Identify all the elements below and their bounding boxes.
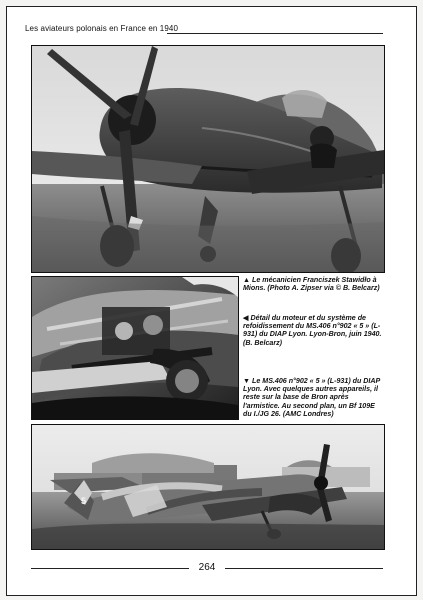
fuselage-number: 5 [81, 496, 87, 506]
photo-camouflaged-aircraft [31, 424, 385, 550]
header-rule [167, 33, 383, 34]
footer-rule-left [31, 568, 189, 569]
caption-text: Détail du moteur et du système de refoidissement du MS.406 n°902 « 5 » (L-931) du DIAP Lyon. Lyon-Bron, juin 1940. (B. Belcarz) [243, 314, 382, 347]
down-arrow-icon: ▼ [243, 377, 251, 385]
photo-mechanic-and-aircraft [31, 45, 385, 273]
up-arrow-icon: ▲ [243, 276, 251, 284]
caption-text: Le mécanicien Franciszek Stawidło à Mions. (Photo A. Zipser via © B. Belcarz) [243, 276, 380, 293]
caption-top-photo [243, 276, 383, 292]
left-arrow-icon: ◀ [243, 314, 249, 322]
caption-bottom-photo [243, 377, 383, 418]
caption-text: Le MS.406 n°902 « 5 » (L-931) du DIAP Lyon. Avec quelques autres appareils, il reste sur la base de Bron après l'armistice. Au second plan, un Bf 109E du I./JG 26. (AMC Londres) [243, 377, 380, 418]
footer-rule-right [225, 568, 383, 569]
photo-engine-detail [31, 276, 239, 420]
running-header: Les aviateurs polonais en France en 1940 [25, 24, 178, 33]
caption-engine-photo [243, 314, 383, 347]
page-number: 264 [198, 562, 216, 573]
